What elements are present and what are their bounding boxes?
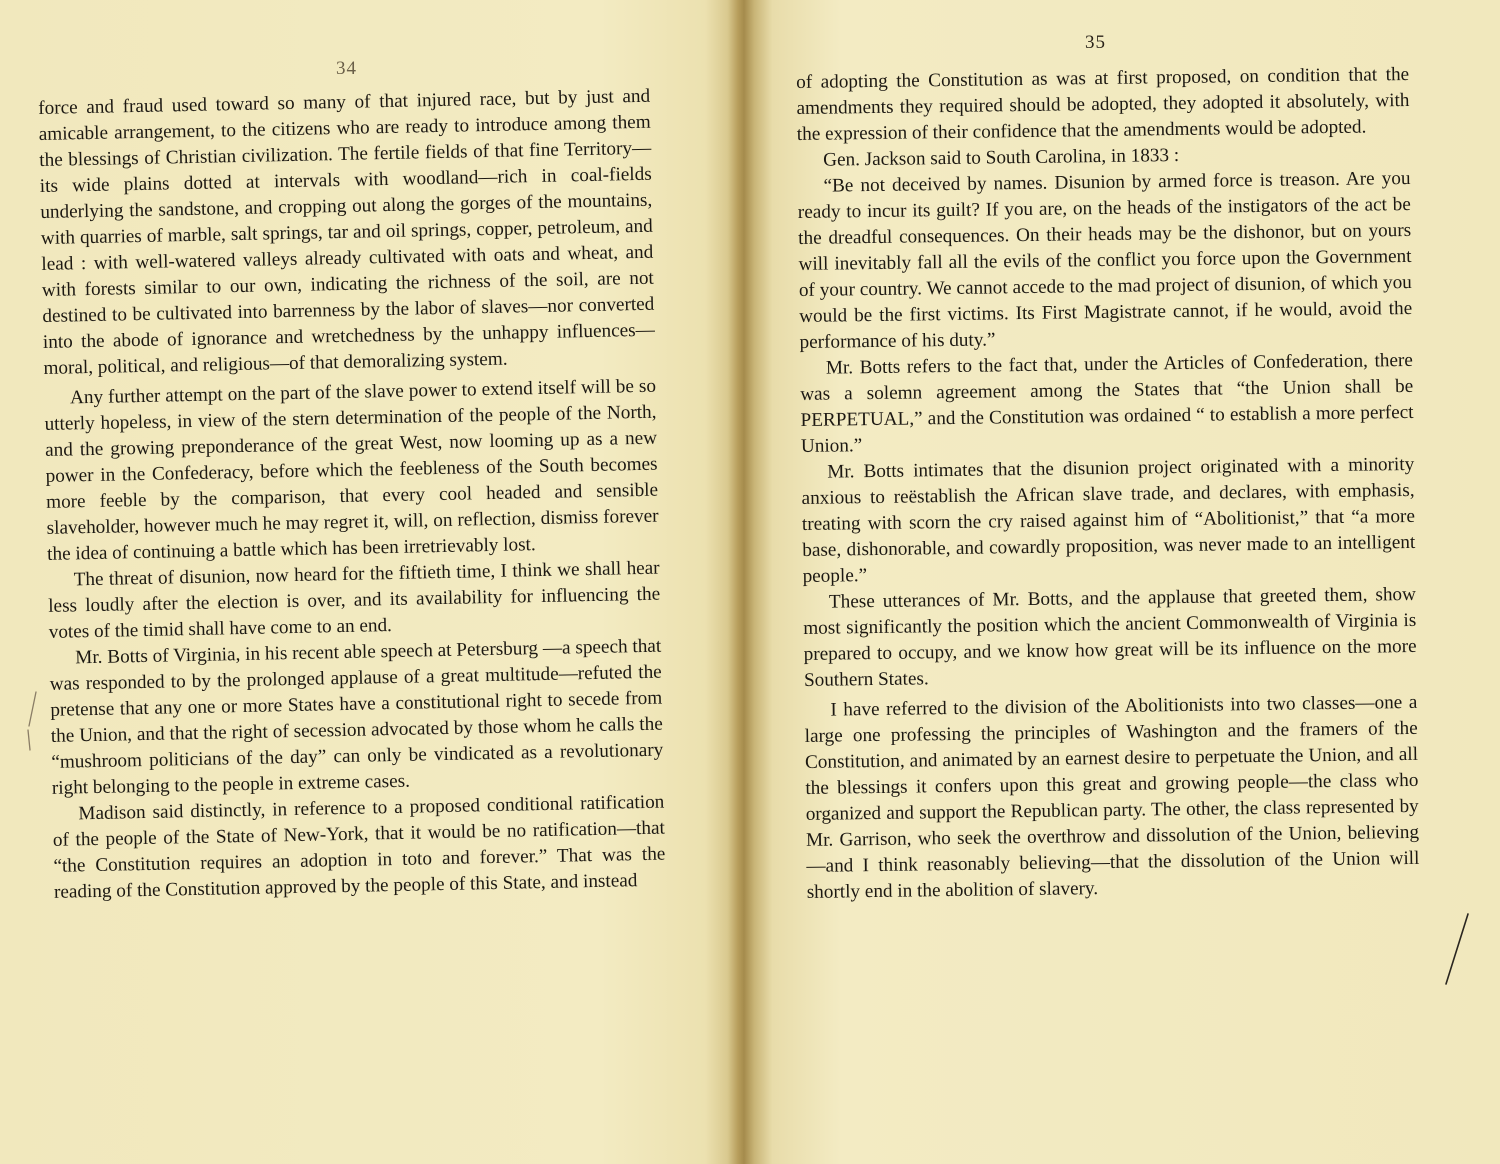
paragraph: Any further attempt on the part of the slave power to extend itself will be so utterly hopeless, in view of the stern determination of the people of the North, and the growing preponderance of the great West, now looming up as a new power in the Confederacy, before which the feebleness of the South becomes more feeble by the comparison, that every cool headed and sensible slaveholder, however much he may regret it, will, on reflection, dismiss forever the idea of continuing a battle which has been irretrievably lost.: [44, 375, 659, 565]
paragraph: Mr. Botts refers to the fact that, under the Articles of Confederation, there was a solemn agreement among the States that “the Union shall be PERPETUAL,” and the Constitution was ordained “ to establish a more perfect Union.”: [800, 349, 1414, 457]
paragraph: Mr. Botts intimates that the disunion project originated with a minority anxious to reëstablish the African slave trade, and declares, with emphasis, treating with scorn the cry raised against him of “Abolitionist,” that “a more base, dishonorable, and cowardly proposition, was never made to an intelligent people.”: [801, 453, 1416, 587]
left-page-text: [38, 84, 666, 906]
paragraph: “Be not deceived by names. Disunion by armed force is treason. Are you ready to incur its guilt? If you are, on the heads of the instigators of the act be the dreadful consequences. On their heads may be the dishonor, but on yours will inevitably fall all the evils of the conflict you force upon the Government of your country. We cannot accede to the mad project of disunion, of which you would be the first victims. Its First Magistrate cannot, if he would, avoid the performance of his duty.”: [797, 167, 1413, 353]
page-number: 34: [336, 58, 357, 79]
paragraph: I have referred to the division of the Abolitionists into two classes—one a large one professing the principles of Washington and the framers of the Constitution, and animated by an earnest desire to perpetuate the Union, and all the blessings it confers upon this great and growing people—the class who organized and support the Republican party. The other, the class represented by Mr. Garrison, who seek the overthrow and dissolution of the Union, believing—and I think reasonably believing—that the dissolution of the Union will shortly end in the abolition of slavery.: [804, 691, 1420, 903]
right-page-text: [796, 62, 1420, 906]
pencil-margin-mark: [24, 690, 42, 760]
paragraph: force and fraud used toward so many of that injured race, but by just and amicable arrangement, to the citizens who are ready to introduce among them the blessings of Christian civilization. The fertile fields of that fine Territory—its wide plains dotted at intervals with woodland—rich in coal-fields underlying the sandstone, and cropping out along the gorges of the mountains, with quarries of marble, salt springs, tar and oil springs, copper, petroleum, and lead : with well-watered valleys already cultivated with oats and wheat, and with forests similar to our own, indicating the richness of the soil, are not destined to be cultivated into barrenness by the labor of slaves—nor converted into the abode of ignorance and wretchedness by the unhappy influences—moral, political, and religious—of that demoralizing system.: [38, 85, 656, 379]
pencil-margin-mark: [1442, 910, 1472, 990]
right-page: [760, 0, 1500, 1164]
paragraph: The threat of disunion, now heard for the fiftieth time, I think we shall hear less loudly after the election is over, and its availability for influencing the votes of the timid shall have come to an end.: [48, 557, 661, 643]
paragraph: Madison said distinctly, in reference to a proposed conditional ratification of the people of the State of New-York, that it would be no ratification—that “the Constitution requires an adoption in toto and forever.” That was the reading of the Constitution approved by the people of this State, and instead: [52, 791, 666, 903]
page-number: 35: [1085, 32, 1106, 53]
left-page: [0, 0, 730, 1164]
paragraph: of adopting the Constitution as was at first proposed, on condition that the amendments they required should be adopted, they adopted it absolutely, with the expression of their confidence that the amendments would be adopted.: [796, 63, 1410, 145]
paragraph: Mr. Botts of Virginia, in his recent able speech at Petersburg —a speech that was responded to by the prolonged applause of a great multitude—refuted the pretense that any one or more States have a constitutional right to secede from the Union, and that the right of secession advocated by those whom he calls the “mushroom politicians of the day” can only be vindicated as a revolutionary right belonging to the people in extreme cases.: [49, 635, 664, 799]
paragraph: Gen. Jackson said to South Carolina, in 1833 :: [823, 144, 1180, 171]
paragraph: These utterances of Mr. Botts, and the applause that greeted them, show most significantly the position which the ancient Commonwealth of Virginia is prepared to occupy, and we know how great will be its influence on the more Southern States.: [803, 583, 1417, 691]
